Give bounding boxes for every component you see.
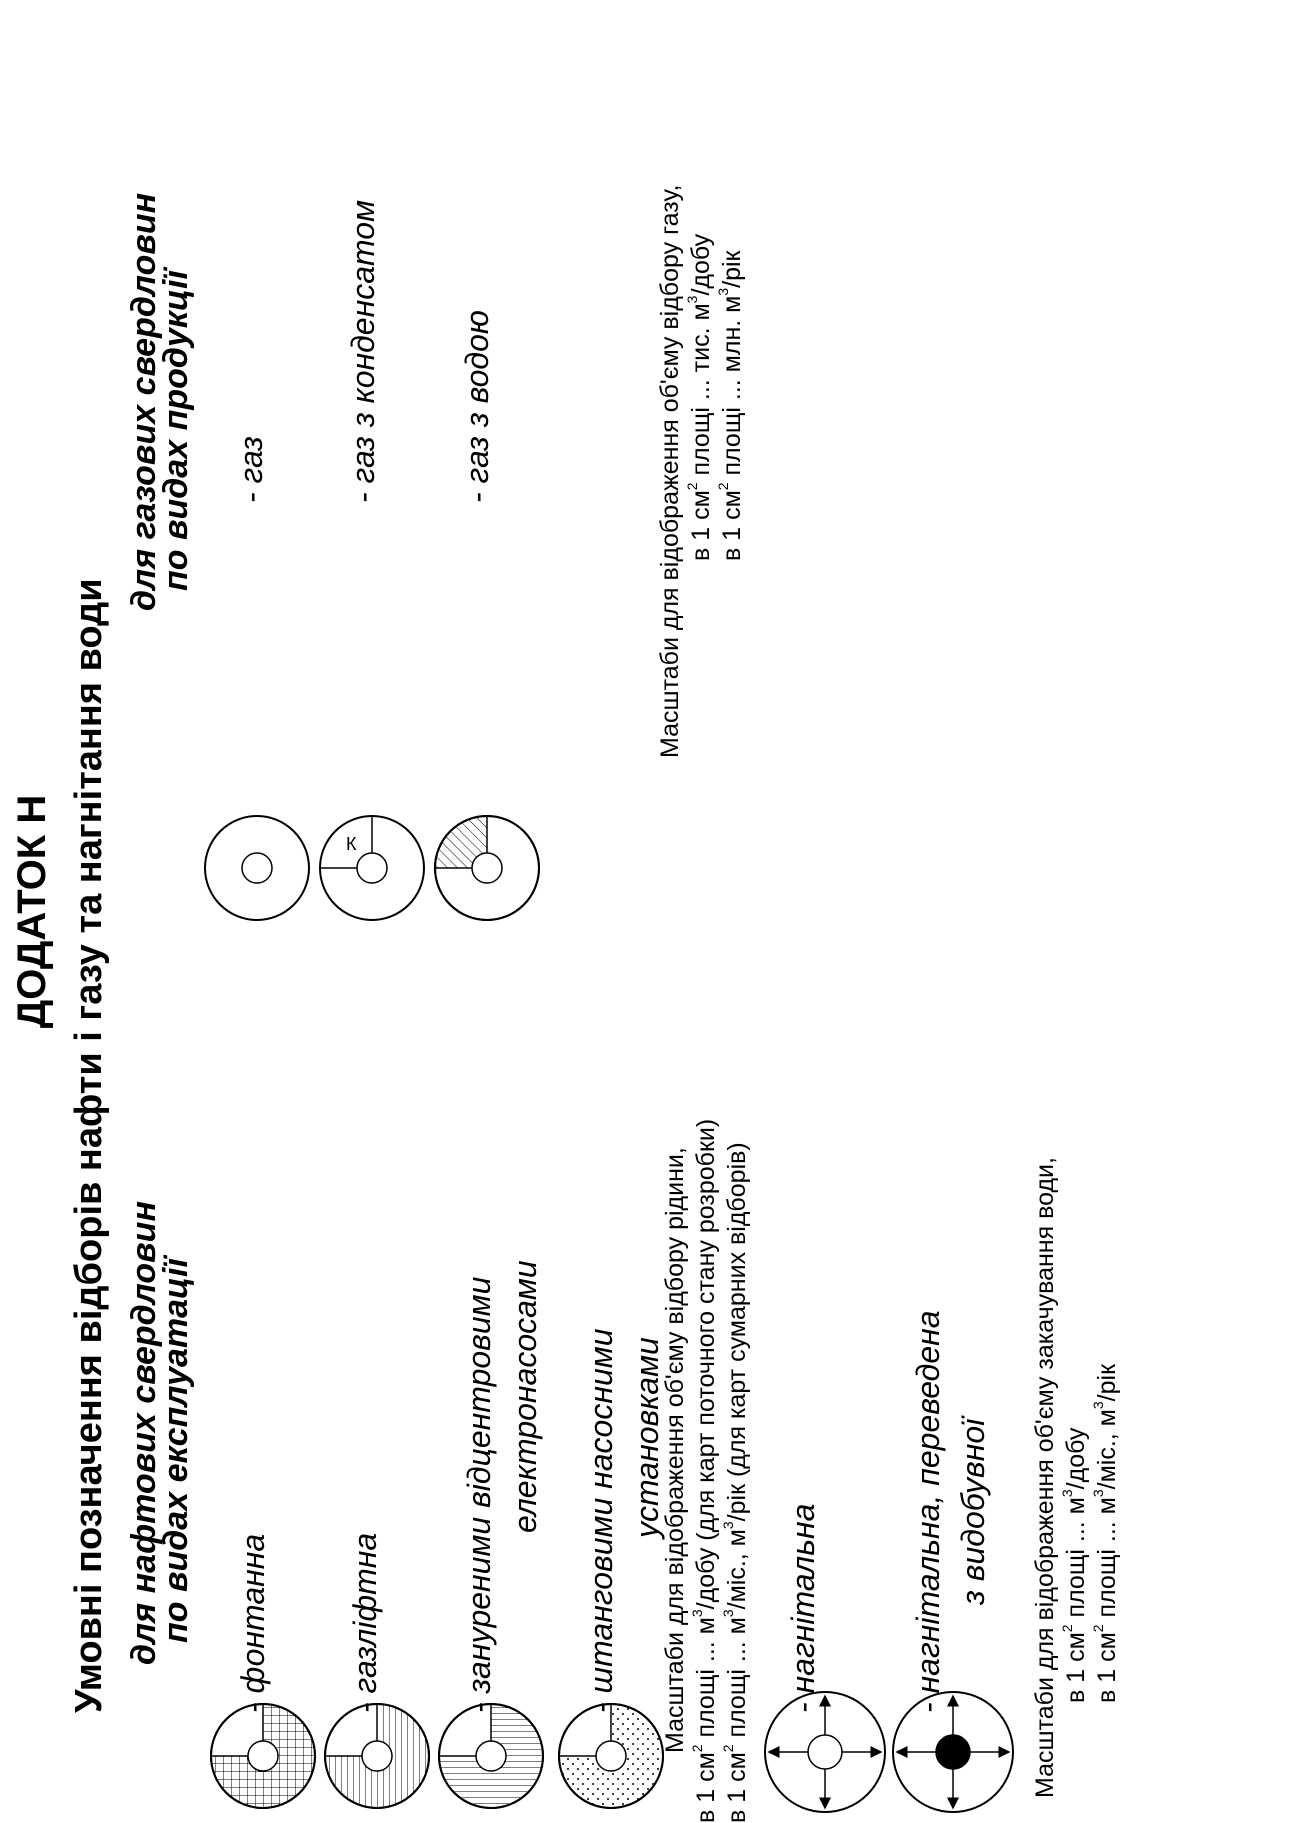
injection-label-2a: - нагнітальна, переведена bbox=[910, 1310, 946, 1713]
oil-scale-line-2: в 1 $см^2$ площі ... $м^3$/міс., $м^3$/рік (для карт сумарних відборів) bbox=[720, 1142, 751, 1823]
annex-title: ДОДАТОК Н bbox=[10, 794, 54, 1029]
gas-scale-line-1: в 1 $см^2$ площі ... тис. $м^3$/добу bbox=[684, 233, 715, 561]
horizontal-hatch-quadrant-icon bbox=[322, 1701, 432, 1811]
gas-label-1: - газ bbox=[233, 436, 269, 503]
injection-scale-line-1: в 1 $см^2$ площі ... $м^3$/добу bbox=[1059, 1427, 1090, 1703]
gas-scale-title: Масштаби для відображення об'єму відбору газу, bbox=[656, 184, 684, 758]
vertical-hatch-quadrant-icon bbox=[436, 1701, 546, 1811]
oil-label-3a: - зануреними відцентровими bbox=[461, 1276, 497, 1713]
oil-scale-title: Масштаби для відображення об'єму відбору рідини, bbox=[661, 1147, 689, 1753]
oil-heading-2: по видах експлуатації bbox=[157, 1258, 195, 1643]
gas-empty-icon bbox=[202, 813, 312, 923]
oil-label-2: - газліфтна bbox=[347, 1532, 383, 1713]
oil-label-4b: установками bbox=[629, 1337, 665, 1538]
injection-scale-line-2: в 1 $см^2$ площі ... $м^3$/міс., $м^3$/рік bbox=[1090, 1363, 1121, 1703]
main-title: Умовні позначення відборів нафти і газу та нагнітання води bbox=[68, 578, 110, 1713]
dotted-quadrant-icon bbox=[556, 1701, 666, 1811]
gas-heading-1: для газових свердловин bbox=[125, 192, 163, 611]
gas-scale-line-2: в 1 $см^2$ площі ... млн. $м^3$/рік bbox=[715, 250, 746, 561]
oil-heading-1: для нафтових свердловин bbox=[125, 1201, 163, 1665]
injection-label-1: - нагнітальна bbox=[785, 1503, 821, 1713]
injection-scale-title: Масштаби для відображення об'єму закачування води, bbox=[1031, 1157, 1059, 1798]
oil-scale-line-1: в 1 $см^2$ площі ... $м^3$/добу (для карт поточного стану розробки) bbox=[689, 1118, 720, 1823]
condensate-letter: К bbox=[346, 834, 357, 854]
oil-label-4a: - штанговими насосними bbox=[583, 1328, 619, 1713]
gas-label-3: - газ з водою bbox=[459, 310, 495, 503]
gas-heading-2: по видах продукції bbox=[157, 270, 195, 591]
crosshatch-quadrant-icon bbox=[208, 1701, 318, 1811]
gas-water-hatch-quadrant-icon bbox=[432, 813, 542, 923]
gas-label-2: - газ з конденсатом bbox=[345, 199, 381, 503]
oil-label-1: - фонтанна bbox=[235, 1533, 271, 1713]
injection-label-2b: з видобувної bbox=[955, 1418, 991, 1605]
oil-label-3b: електронасосами bbox=[507, 1260, 543, 1533]
gas-condensate-quadrant-icon bbox=[317, 813, 427, 923]
